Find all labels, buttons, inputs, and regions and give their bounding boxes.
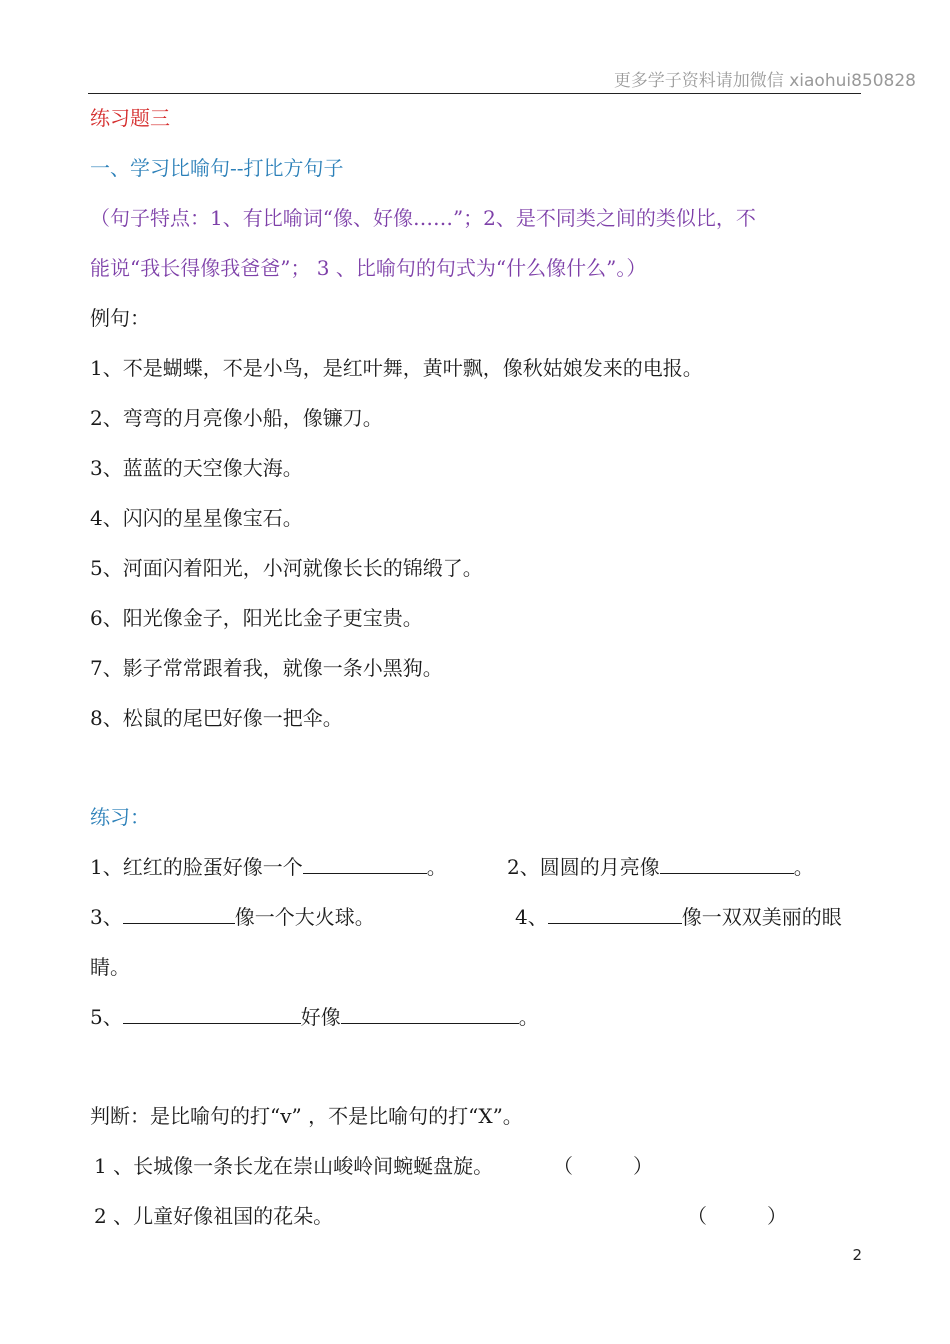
note-line-1: （句子特点：1、有比喻词“像、好像……”；2、是不同类之间的类似比，不 — [90, 206, 756, 230]
example-item: 6、阳光像金子，阳光比金子更宝贵。 — [90, 606, 423, 630]
question-2-suffix: 。 — [793, 855, 814, 879]
question-4-wrap: 睛。 — [90, 955, 130, 979]
example-item: 8、松鼠的尾巴好像一把伞。 — [90, 706, 343, 730]
example-item: 7、影子常常跟着我，就像一条小黑狗。 — [90, 656, 443, 680]
answer-blank[interactable] — [123, 903, 235, 924]
note-line-2: 能说“我长得像我爸爸”； 3 、比喻句的句式为“什么像什么”。） — [90, 256, 647, 280]
question-1 — [90, 853, 447, 881]
example-item: 1、不是蝴蝶，不是小鸟，是红叶舞，黄叶飘，像秋姑娘发来的电报。 — [90, 356, 703, 380]
question-5-prefix: 5、 — [90, 1005, 123, 1029]
answer-blank[interactable] — [303, 853, 427, 874]
question-1-prefix: 1、红红的脸蛋好像一个 — [90, 855, 303, 879]
question-1-suffix: 。 — [426, 855, 447, 879]
judge-instruction: 判断：是比喻句的打“v” ，不是比喻句的打“X”。 — [90, 1104, 523, 1128]
answer-blank[interactable] — [123, 1003, 301, 1024]
example-item: 5、河面闪着阳光，小河就像长长的锦缎了。 — [90, 556, 483, 580]
page-title: 练习题三 — [90, 106, 170, 130]
question-5 — [90, 1003, 539, 1031]
examples-label: 例句： — [90, 306, 150, 330]
question-3-prefix: 3、 — [90, 905, 123, 929]
judge-item: 1 、长城像一条长龙在崇山峻岭间蜿蜒盘旋。 — [94, 1154, 494, 1178]
question-5-suffix: 。 — [518, 1005, 539, 1029]
judge-answer-paren[interactable]: （ ） — [687, 1204, 787, 1228]
example-item: 2、弯弯的月亮像小船，像镰刀。 — [90, 406, 383, 430]
answer-blank[interactable] — [548, 903, 682, 924]
question-3-suffix: 像一个大火球。 — [234, 905, 375, 929]
question-4 — [515, 903, 842, 931]
practice-label: 练习： — [90, 805, 150, 829]
example-item: 3、蓝蓝的天空像大海。 — [90, 456, 303, 480]
example-item: 4、闪闪的星星像宝石。 — [90, 506, 303, 530]
question-2 — [507, 853, 814, 881]
question-4-prefix: 4、 — [515, 905, 548, 929]
answer-blank[interactable] — [660, 853, 794, 874]
header-divider — [88, 93, 861, 94]
question-2-prefix: 2、圆圆的月亮像 — [507, 855, 660, 879]
question-3 — [90, 903, 375, 931]
section-heading: 一、学习比喻句--打比方句子 — [90, 156, 344, 180]
question-5-middle: 好像 — [300, 1005, 341, 1029]
judge-answer-paren[interactable]: （ ） — [553, 1154, 653, 1178]
judge-item: 2 、儿童好像祖国的花朵。 — [94, 1204, 334, 1228]
question-4-suffix: 像一双双美丽的眼 — [681, 905, 842, 929]
header-watermark: 更多学子资料请加微信 xiaohui850828 — [613, 71, 916, 91]
page-number: 2 — [852, 1246, 862, 1264]
answer-blank[interactable] — [341, 1003, 519, 1024]
